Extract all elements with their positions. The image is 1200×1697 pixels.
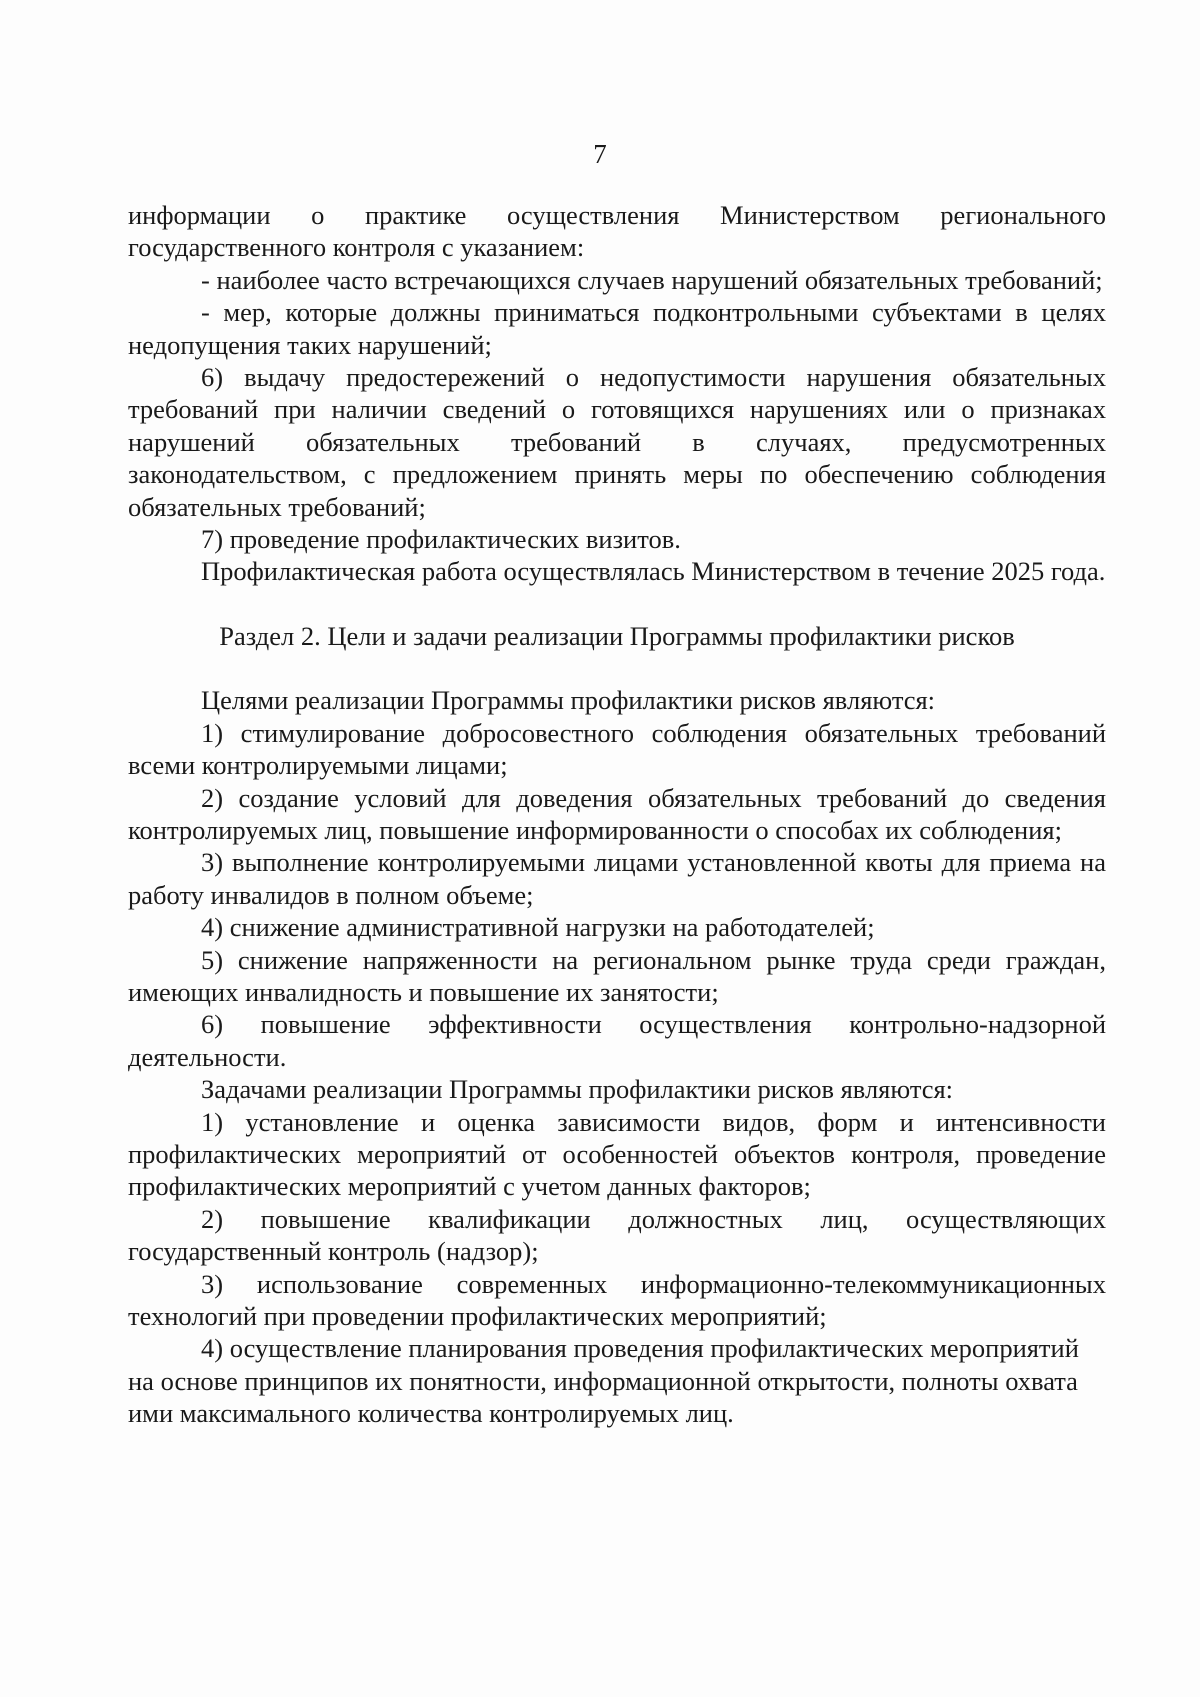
task-item: 1) установление и оценка зависимости видов, форм и интенсивности профилактических мероприятий от особенностей объектов контроля, проведение профилактических мероприятий с учетом данных факторов; xyxy=(128,1106,1106,1202)
list-item: - наиболее часто встречающихся случаев нарушений обязательных требований; xyxy=(201,264,1103,295)
list-item: - мер, которые должны приниматься подконтрольными субъектами в целях недопущения таких нарушений; xyxy=(128,297,1106,360)
goal-item: 3) выполнение контролируемыми лицами установленной квоты для приема на работу инвалидов в полном объеме; xyxy=(128,847,1106,910)
goal-item: 6) повышение эффективности осуществления контрольно-надзорной деятельности. xyxy=(128,1009,1106,1072)
goal-item: 4) снижение административной нагрузки на работодателей; xyxy=(201,912,875,943)
tasks-intro: Задачами реализации Программы профилактики рисков являются: xyxy=(201,1074,954,1105)
list-item: 6) выдачу предостережений о недопустимости нарушения обязательных требований при наличии сведений о готовящихся нарушениях или о признаках нарушений обязательных требований в случаях, предусмотренных законодательством, с предложением принять меры по обеспечению соблюдения обязательных требований; xyxy=(128,362,1106,522)
section-title: Раздел 2. Цели и задачи реализации Программы профилактики рисков xyxy=(219,620,1015,651)
document-body xyxy=(128,199,1106,1430)
task-item: 4) осуществление планирования проведения профилактических мероприятий на основе принципов их понятности, информационной открытости, полноты охвата ими максимального количества контролируемых лиц. xyxy=(128,1333,1079,1429)
goal-item: 1) стимулирование добросовестного соблюдения обязательных требований всеми контролируемыми лицами; xyxy=(128,717,1106,781)
task-item: 3) использование современных информационно-телекоммуникационных технологий при проведении профилактических мероприятий; xyxy=(128,1268,1106,1331)
task-item: 2) повышение квалификации должностных лиц, осуществляющих государственный контроль (надзор); xyxy=(128,1203,1106,1267)
list-item: 7) проведение профилактических визитов. xyxy=(201,524,681,555)
paragraph: Профилактическая работа осуществлялась Министерством в течение 2025 года. xyxy=(201,556,1106,587)
goals-intro: Целями реализации Программы профилактики рисков являются: xyxy=(201,685,936,716)
paragraph-continuation: информации о практике осуществления Министерством регионального государственного контроля с указанием: xyxy=(128,200,1106,263)
goal-item: 5) снижение напряженности на региональном рынке труда среди граждан, имеющих инвалидность и повышение их занятости; xyxy=(128,944,1106,1007)
page-number: 7 xyxy=(593,139,607,169)
goal-item: 2) создание условий для доведения обязательных требований до сведения контролируемых лиц, повышение информированности о способах их соблюдения; xyxy=(128,782,1106,845)
